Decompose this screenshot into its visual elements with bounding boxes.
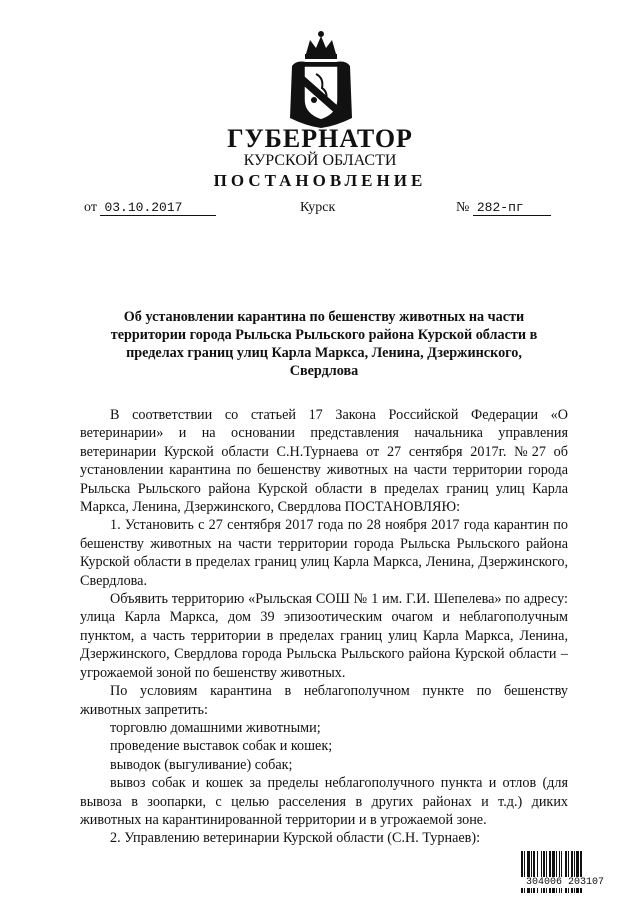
paragraph-prohibit: По условиям карантина в неблагополучном пункте по бешенству животных запретить: [80,683,568,718]
paragraph-declare: Объявить территорию «Рыльская СОШ № 1 им. Г.И. Шепелева» по адресу: улица Карла Маркса, дом 39 эпизоотическим очагом и неблагополучным пунктом, а часть территории в пределах границ улиц Карла Маркса, Ленина, Дзержинского, Свердлова города Рыльска Рыльского района Курской области – угрожаемой зоной по бешенству животных. [80,591,568,681]
document-title: ГУБЕРНАТОР [227,124,413,153]
list-item: вывоз собак и кошек за пределы неблагополучного пункта и отлов (для вывоза в зоопарки, с целью расселения в других районах и т.д.) диких животных на карантинированной территории и в угрожаемой зоне. [80,775,568,828]
document-type: ПОСТАНОВЛЕНИЕ [213,171,427,190]
date-prefix: от [84,200,97,215]
number-field [456,200,551,216]
coat-of-arms-icon [286,30,356,130]
list-item: выводок (выгуливание) собак; [110,756,293,773]
number-value: 282-пг [473,200,551,216]
paragraph-item-1: 1. Установить с 27 сентября 2017 года по 28 ноября 2017 года карантин по бешенству животных на части территории города Рыльска Рыльского района Курской области в пределах границ улиц Карла Маркса, Ленина, Дзержинского, Свердлова. [80,517,568,589]
paragraph-item-2: 2. Управлению ветеринарии Курской области (С.Н. Турнаев): [110,830,481,847]
list-item: проведение выставок собак и кошек; [110,738,333,755]
city-label: Курск [300,200,336,215]
number-prefix: № [456,200,470,215]
decree-body [80,406,568,848]
paragraph-preamble: В соответствии со статьей 17 Закона Российской Федерации «О ветеринарии» и на основании представления начальника управления ветеринарии Курской области С.Н.Турнаева от 27 сентября 2017г. №27 об установлении карантина по бешенству животных на части территории города Рыльска Рыльского района Курской области в пределах границ улиц Карла Маркса, Ленина, Дзержинского, Свердлова ПОСТАНОВЛЯЮ: [80,407,568,516]
list-item: торговлю домашними животными; [110,719,321,736]
date-field [84,200,216,216]
decree-heading: Об установлении карантина по бешенству животных на части территории города Рыльска Рыльского района Курской области в пределах границ улиц Карла Маркса, Ленина, Дзержинского, Свердлова [110,309,538,379]
document-subtitle: КУРСКОЙ ОБЛАСТИ [243,152,397,169]
barcode-number: 304006 203107 [520,877,610,888]
date-value: 03.10.2017 [100,200,216,216]
